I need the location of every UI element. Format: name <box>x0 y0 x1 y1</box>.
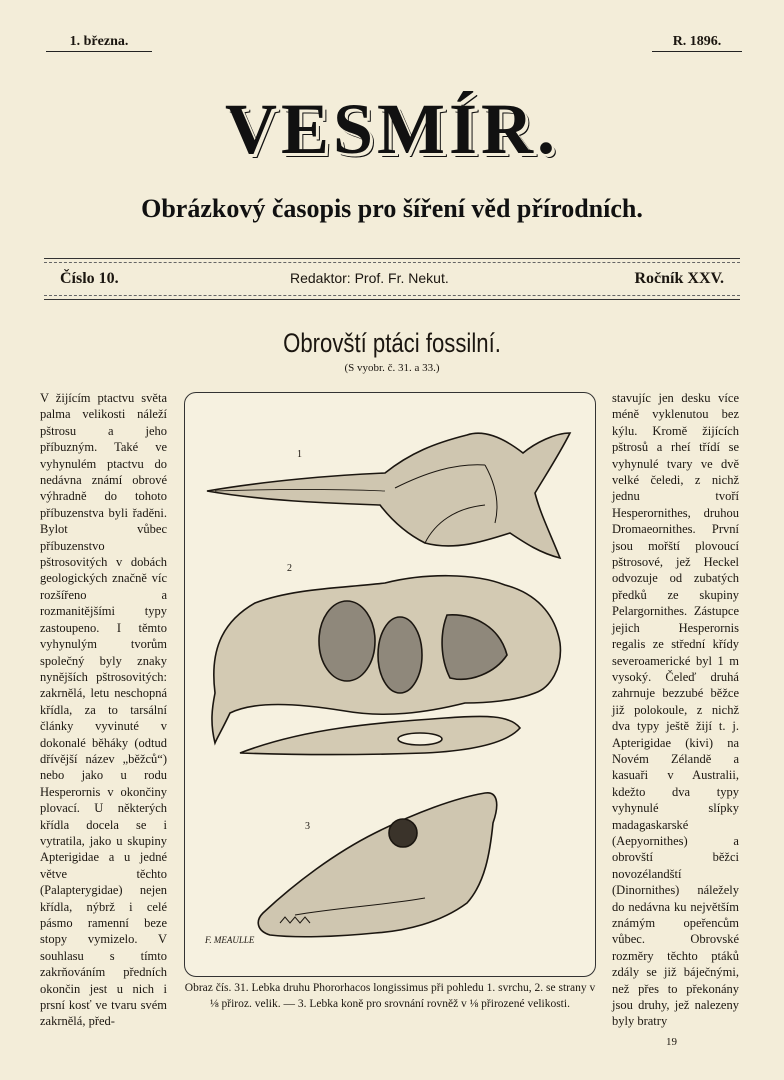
masthead-subtitle: Obrázkový časopis pro šíření věd přírodních. <box>141 194 643 223</box>
left-text-column: V žijícím ptactvu světa palma velikosti náleží pštrosu a jeho příbuzným. Také ve vyhynulém ptactvu do nedávna známí obrové výhradně do tohoto příbuzenstva byli řaděni. Bylot vůbec příbuzenstvo pštrosovitých v dobách geologických značně víc rozšířeno a rozmanitějšími typy zastoupeno. I těmto vyhynulým tvorům společný byly znaky nynějších pštrosovitých: zakrnělá, letu neschopná křídla, za to tarsální články vyvinuté v dokonalé běháky (odtud dřívější název „běžců“) nebo jako u rodu Hesperornis v okončiny plovací. U některých křídla docela se i vytratila, jako u skupiny Apterigidae a u jedné větve těchto (Palapterygidae) nejen křídla, nýbrž i celé pásmo ramenní beze stopy vymizelo. V souhlasu s tímto zakrňováním předních okončin jest u nich i prsní kosť ve tvaru svém zakrnělá, před- <box>40 391 167 1029</box>
page-number: 19 <box>666 1036 677 1048</box>
skull-side-view <box>212 576 560 755</box>
horse-skull <box>258 793 496 937</box>
figure-label-3: 3 <box>305 821 310 832</box>
figure-label-2: 2 <box>287 563 292 574</box>
editor-line: Redaktor: Prof. Fr. Nekut. <box>290 270 449 286</box>
figure-label-1: 1 <box>297 449 302 460</box>
issue-year: R. 1896. <box>652 34 742 52</box>
bottom-rule <box>44 295 740 300</box>
skull-top-view <box>207 433 570 558</box>
issue-date: 1. března. <box>46 34 152 52</box>
article-title: Obrovští ptáci fossilní. <box>283 328 501 358</box>
masthead-title: VESMÍR. <box>224 89 560 169</box>
figure-caption: Obraz čís. 31. Lebka druhu Phororhacos longissimus při pohledu 1. svrchu, 2. se strany v ⅛ přiroz. velik. — 3. Lebka koně pro srovnání rovněž v ⅛ přirozené velikosti. <box>184 982 596 1010</box>
skull-drawings <box>185 393 595 976</box>
right-text-column: stavujíc jen desku více méně vyklenutou bez kýlu. Kromě žijících pštrosů a rheí třídí se vyhynulé tvary ve dvě velké čeledi, z nichž jednu tvoří Hesperornithes, druhou Dromaeornithes. První jsou mořští plovoucí pštrosové, jež Heckel odvozuje od zubatých předků ze skupiny Pelargornithes. Zástupce jejich Hesperornis regalis ze střední křídy severoamerické byl 1 m vysoký. Čeleď druhá zahrnuje bezzubé běžce již polokoule, z nichž dva typy ještě žijí t. j. Apterigidae (kivi) na Novém Zélandě a kasuaři v Australii, kdežto dva typy vyhynulé slípky madagaskarské (Aepyornithes) a obrovští běžci novozélandští (Dinornithes) náležely do nedávna ku největším známým opeřencům vůbec. Obrovské rozměry těchto ptáků zdály se již báječnými, než přes to překonány jsou druhy, jež nalezeny byly bratry <box>612 391 739 1029</box>
issue-number: Číslo 10. <box>60 270 119 287</box>
skull-illustration <box>184 392 596 977</box>
top-rule <box>44 258 740 263</box>
artist-signature: F. MEAULLE <box>205 935 255 945</box>
article-subtitle: (S vyobr. č. 31. a 33.) <box>344 362 440 374</box>
volume-number: Ročník XXV. <box>634 270 724 287</box>
